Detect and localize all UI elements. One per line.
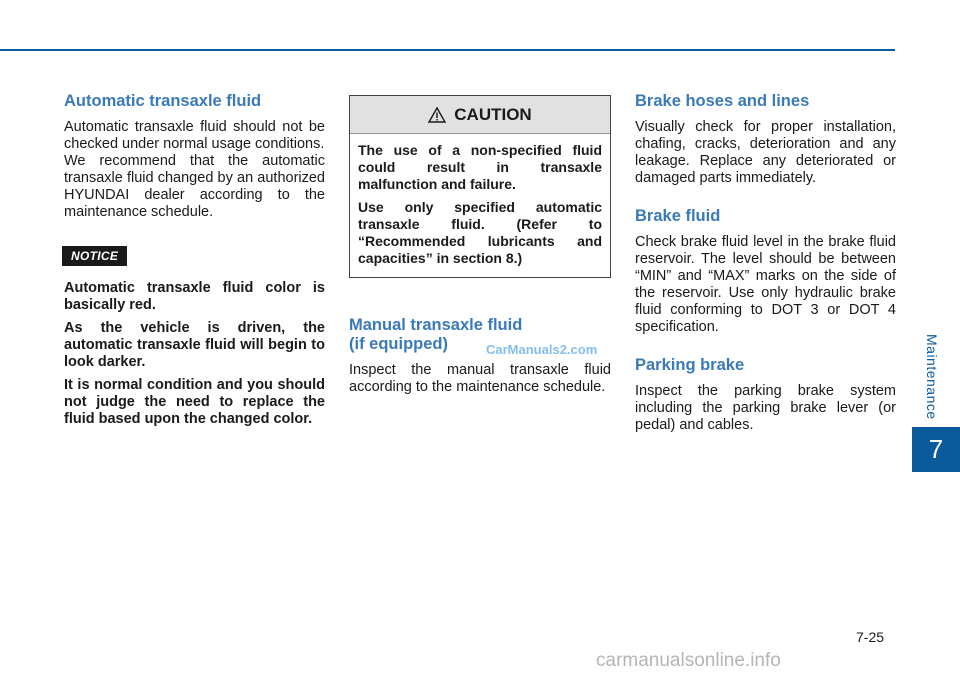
notice-badge: NOTICE bbox=[62, 246, 127, 266]
heading-brake-fluid: Brake fluid bbox=[635, 207, 721, 225]
notice-item: It is normal condition and you should not judge the need to replace the fluid based upon the changed color. bbox=[64, 377, 325, 427]
paragraph-brake-hoses: Visually check for proper installation, chafing, cracks, deterioration and any leakage. Replace any deteriorated or damaged parts immediately. bbox=[635, 119, 896, 186]
paragraph-usage: Automatic transaxle fluid should not be checked under normal usage conditions. bbox=[64, 119, 325, 152]
caution-body bbox=[350, 134, 610, 277]
paragraph-brake-fluid: Check brake fluid level in the brake fluid reservoir. The level should be between “MIN” and “MAX” marks on the side of the reservoir. Use only hydraulic brake fluid conforming to DOT 3 or DOT 4 specification. bbox=[635, 234, 896, 335]
page-number: 7-25 bbox=[856, 629, 885, 645]
caution-item: The use of a non-specified fluid could result in transaxle malfunction and failure. bbox=[358, 142, 602, 192]
heading-automatic-transaxle-fluid: Automatic transaxle fluid bbox=[64, 92, 262, 110]
column-brakes bbox=[635, 92, 896, 434]
heading-parking-brake: Parking brake bbox=[635, 356, 745, 374]
notice-item: As the vehicle is driven, the automatic transaxle fluid will begin to look darker. bbox=[64, 320, 325, 370]
section-brake-hoses bbox=[635, 92, 896, 187]
paragraph-recommendation: We recommend that the automatic transaxle fluid changed by an authorized HYUNDAI dealer according to the maintenance schedule. bbox=[64, 153, 325, 220]
header-rule bbox=[0, 49, 895, 51]
paragraph-parking-brake: Inspect the parking brake system including the parking brake lever (or pedal) and cables. bbox=[635, 383, 896, 433]
heading-brake-hoses: Brake hoses and lines bbox=[635, 92, 810, 110]
chapter-tab: 7 bbox=[912, 427, 960, 472]
sidebar-section-label: Maintenance bbox=[924, 334, 940, 420]
heading-line: (if equipped) bbox=[349, 335, 448, 353]
watermark-footer: carmanualsonline.info bbox=[596, 650, 781, 671]
notice-item: Automatic transaxle fluid color is basically red. bbox=[64, 280, 325, 313]
column-automatic-transaxle bbox=[64, 92, 325, 434]
caution-box bbox=[349, 95, 611, 278]
heading-line: Manual transaxle fluid bbox=[349, 316, 523, 334]
paragraph-manual-inspect: Inspect the manual transaxle fluid according to the maintenance schedule. bbox=[349, 362, 611, 395]
section-brake-fluid bbox=[635, 207, 896, 336]
notice-list bbox=[64, 280, 325, 428]
section-parking-brake bbox=[635, 356, 896, 434]
caution-title: CAUTION bbox=[454, 104, 532, 124]
warning-triangle-icon bbox=[428, 107, 446, 123]
caution-header bbox=[350, 96, 610, 134]
caution-item: Use only specified automatic transaxle fluid. (Refer to “Recommended lubricants and capacities” in section 8.) bbox=[358, 199, 602, 266]
watermark-inline: CarManuals2.com bbox=[486, 342, 598, 357]
